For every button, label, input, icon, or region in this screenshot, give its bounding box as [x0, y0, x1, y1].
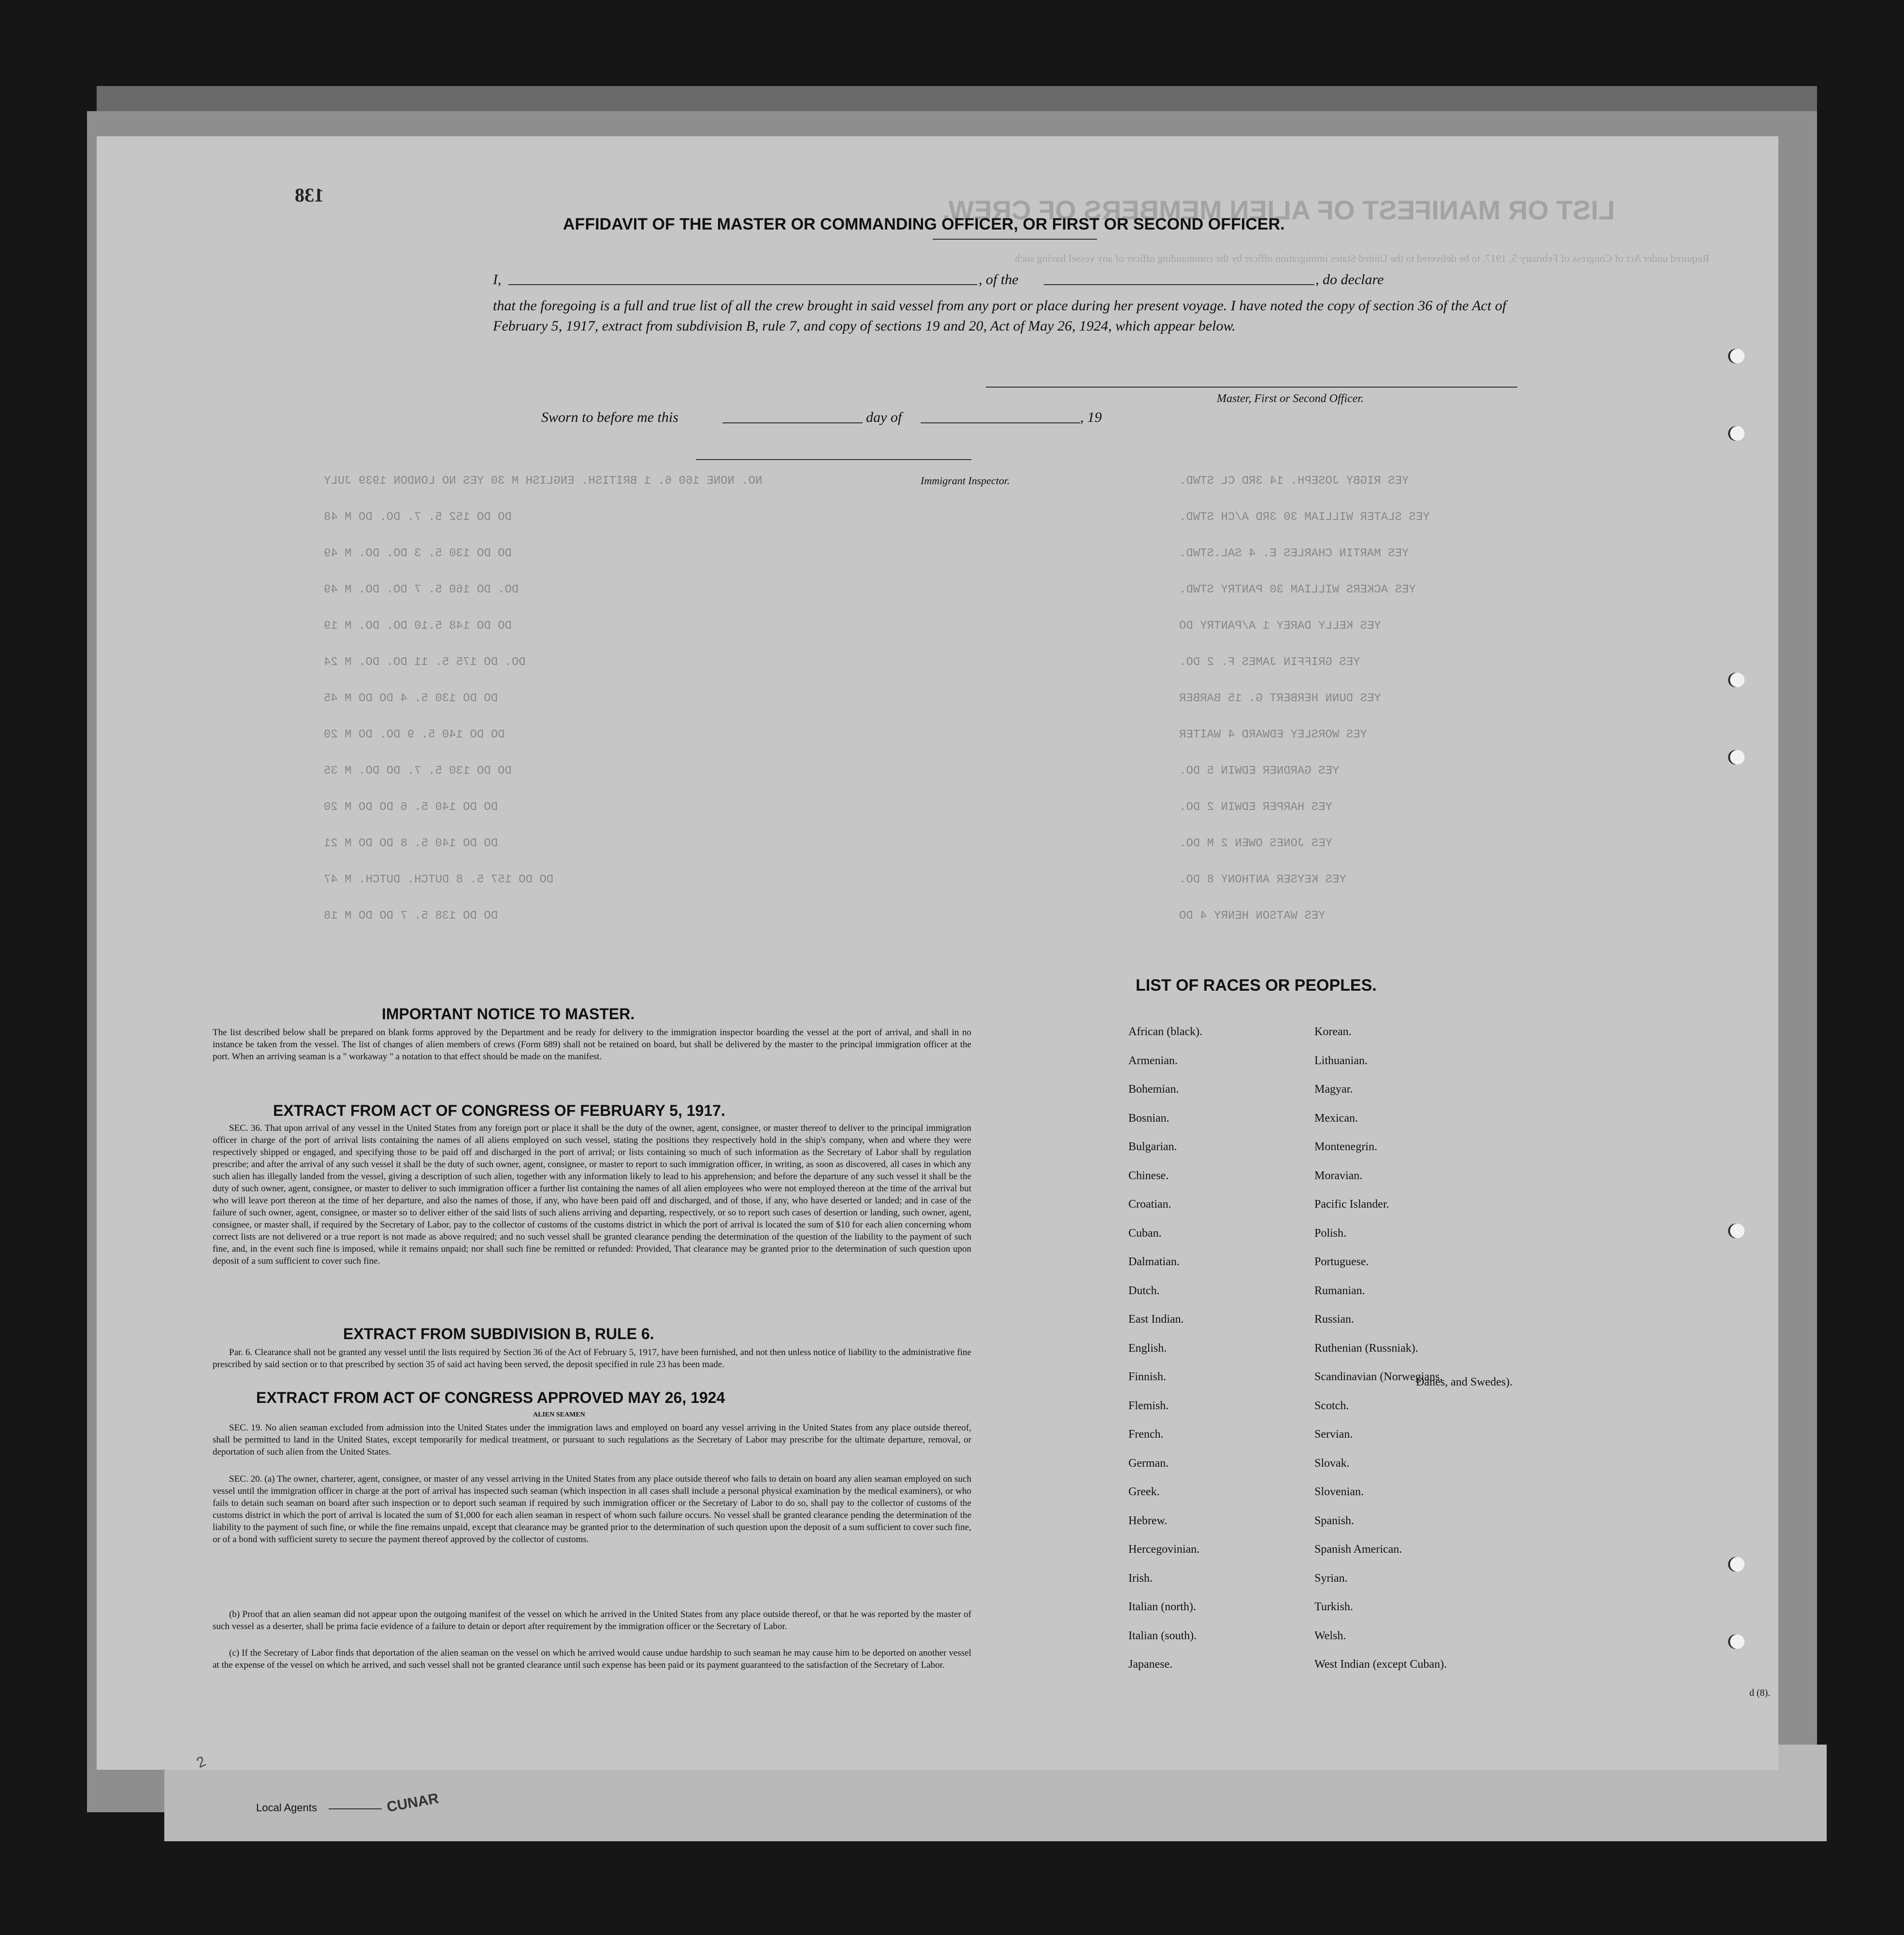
race-item: Magyar. — [1314, 1083, 1353, 1096]
officer-name-line — [508, 284, 977, 285]
bleed-crew-row-right: YES JONES OWEN 2 M DO. — [1179, 837, 1332, 850]
bleed-crew-row-left: DO. DO 175 5. 11 DO. DO. M 24 — [324, 656, 526, 669]
race-item: Spanish American. — [1314, 1543, 1402, 1556]
race-item: Moravian. — [1314, 1170, 1363, 1182]
race-item: Spanish. — [1314, 1515, 1355, 1527]
affidavit-body: that the foregoing is a full and true list of all the crew brought in said vessel from any port or place during her present voyage. I have noted the copy of section 36 of the Act of February 5, 1917, extract from subdivision B, rule 7, and copy of sections 19 and 20, Act of May 26, 1924, which appear below. — [493, 298, 1506, 334]
race-item: Lithuanian. — [1314, 1054, 1368, 1067]
punch-hole — [1730, 750, 1745, 765]
rule6-body: Par. 6. Clearance shall not be granted any vessel until the lists required by Section 36 of the Act of February 5, 1917, have been furnished, and not then unless notice of liability to the administrative fine prescribed by said section or to that prescribed by section 35 of said act having been served, the deposit specified in rule 23 has been made. — [213, 1347, 971, 1370]
sec20c-body: (c) If the Secretary of Labor finds that deportation of the alien seaman on the vessel on which he arrived would cause undue hardship to such seaman he may cause him to be deported on another vessel at the expense of the vessel on which he arrived, and such vessel shall not be granted clearance until such expense has been paid or its payment guaranteed to the satisfaction of the Secretary of Labor. — [213, 1648, 971, 1670]
race-item: Bosnian. — [1128, 1112, 1169, 1125]
punch-hole — [1730, 1224, 1745, 1238]
punch-hole — [1730, 1557, 1745, 1572]
bleed-crew-row-left: DO DO 130 5. 7. DO DO. M 35 — [324, 765, 512, 778]
race-item: Japanese. — [1128, 1658, 1173, 1671]
bleed-crew-row-right: YES WATSON HENRY 4 DO — [1179, 910, 1326, 923]
race-item: Turkish. — [1314, 1601, 1353, 1613]
race-item: Welsh. — [1314, 1630, 1346, 1642]
races-title: LIST OF RACES OR PEOPLES. — [1136, 976, 1377, 995]
race-item: Dalmatian. — [1128, 1256, 1180, 1268]
bleed-crew-row-left: DO DO 140 5. 8 DO DO M 21 — [324, 837, 498, 850]
race-item: Syrian. — [1314, 1572, 1348, 1585]
sworn-month-line — [921, 422, 1080, 423]
bleed-crew-row-right: YES DUNN HERBERT G. 15 BARBER — [1179, 692, 1381, 705]
race-item: Montenegrin. — [1314, 1141, 1377, 1153]
bleed-crew-row-right: YES RIGBY JOSEPH. 14 3RD CL STWD. — [1179, 475, 1409, 488]
sec20a-body: SEC. 20. (a) The owner, charterer, agent, consignee, or master of any vessel arriving in the United States from any place outside thereof who fails to detain on board any alien seaman employed on such vessel until the immigration officer in charge at the port of arrival has inspected such seaman (which inspection in all cases shall include a personal physical examination by the medical examiners), or who fails to detain such seaman on board after such inspection or to deport such seaman if required by such immigration officer or the Secretary of Labor to do so, shall pay to the collector of customs of the customs district in which the port of arrival is located the sum of $1,000 for each alien seaman in respect of whom such failure occurs. No vessel shall be granted clearance pending the determination of the liability to the payment of such fine, or while the fine remains unpaid, except that clearance may be granted prior to the determination of such question upon the deposit of a sum sufficient to cover such fine, or of a bond with sufficient surety to secure the payment thereof approved by the collector of customs. — [213, 1474, 971, 1545]
bleed-crew-row-right: YES MARTIN CHARLES E. 4 SAL.STWD. — [1179, 547, 1409, 560]
affidavit-of-label: , of the — [979, 272, 1019, 288]
bleed-crew-row-right: YES GARDNER EDWIN 5 DO. — [1179, 765, 1340, 778]
master-label: Master, First or Second Officer. — [1217, 392, 1364, 405]
race-item: Greek. — [1128, 1486, 1160, 1498]
local-agents-line — [329, 1808, 382, 1809]
inspector-signature-line — [696, 459, 971, 460]
rule6-title: EXTRACT FROM SUBDIVISION B, RULE 6. — [343, 1325, 654, 1343]
race-item: Mexican. — [1314, 1112, 1358, 1125]
sworn-label: Sworn to before me this — [541, 409, 678, 425]
punch-hole — [1730, 426, 1745, 441]
bleed-crew-row-left: DO DO 140 5. 9 DO. DO M 20 — [324, 728, 505, 741]
page-number: 138 — [295, 184, 324, 206]
sec20b-body: (b) Proof that an alien seaman did not appear upon the outgoing manifest of the vessel on which he arrived in the United States from any place outside thereof, or that he was reported by the master of such vessel as a deserter, shall be prima facie evidence of a failure to detain or deport after requirement by the immigration officer or the Secretary of Labor. — [213, 1609, 971, 1632]
bleed-header-ghost-2: Required under Act of Congress of February 5, 1917, to be delivered to the United States immigration officer by the commanding officer of any vessel having such — [1015, 252, 1710, 264]
race-item: West Indian (except Cuban). — [1314, 1658, 1447, 1671]
race-item: Slovenian. — [1314, 1486, 1364, 1498]
inspector-label: Immigrant Inspector. — [921, 475, 1010, 487]
bleed-crew-row-right: YES KELLY DAREY 1 A/PANTRY DO — [1179, 620, 1381, 633]
race-item: Armenian. — [1128, 1054, 1178, 1067]
bleed-crew-row-right: YES HARPER EDWIN 2 DO. — [1179, 801, 1332, 814]
local-agents-label: Local Agents — [256, 1802, 317, 1814]
bleed-crew-row-left: DO DO 140 5. 6 DO DO M 20 — [324, 801, 498, 814]
race-item: Hebrew. — [1128, 1515, 1168, 1527]
race-item: Bulgarian. — [1128, 1141, 1177, 1153]
race-item: Flemish. — [1128, 1400, 1169, 1412]
bleed-crew-row-right: YES SLATER WILLIAM 30 3RD A/CH STWD. — [1179, 511, 1430, 524]
extract-1917-body: SEC. 36. That upon arrival of any vessel in the United States from any foreign port or place it shall be the duty of the owner, agent, consignee, or master thereof to deliver to the principal immigration officer in charge of the port of arrival lists containing the names of all aliens employed on such vessel, stating the positions they respectively hold in the ship's company, when and where they were respectively shipped or engaged, and specifying those to be paid off and discharged in the port of arrival; or lists containing so much of such information as the Secretary of Labor shall by regulation prescribe; and after the arrival of any such vessel it shall be the duty of such owner, agent, consignee, or master to report to such immigration officer, in writing, as soon as discovered, all cases in which any such alien has illegally landed from the vessel, giving a description of such alien, together with any information likely to lead to his apprehension; and before the departure of any such vessel it shall be the duty of such owner, agent, consignee, or master to deliver to such immigration officer a further list containing the names of all alien employees who were not employed thereon at the time of the arrival but who will leave port thereon at the time of her departure, and also the names of those, if any, who have been paid off and discharged, and of those, if any, who have deserted or landed; and in case of the failure of such owner, agent, consignee, or master so to deliver either of the said lists of such aliens arriving and departing, respectively, or so to report such cases of desertion or landing, such owner, agent, consignee, or master shall, if required by the Secretary of Labor, pay to the collector of customs of the customs district in which the port of arrival is located the sum of $10 for each alien concerning whom correct lists are not delivered or a true report is not made as above required; and no such vessel shall be granted clearance pending the determination of the question of the liability to the payment of such fine, and, in the event such fine is imposed, while it remains unpaid; nor shall such fine be remitted or refunded: Provided, That clearance may be granted prior to the determination of such question upon deposit of a sum sufficient to cover such fine. — [213, 1123, 971, 1266]
race-item: Hercegovinian. — [1128, 1543, 1200, 1556]
notice-title: IMPORTANT NOTICE TO MASTER. — [382, 1005, 635, 1023]
bleed-crew-row-left: DO DO 138 5. 7 DO DO M 18 — [324, 910, 498, 923]
race-item: Russian. — [1314, 1313, 1355, 1326]
race-item: English. — [1128, 1342, 1167, 1355]
race-scandinavian-continued: Danes, and Swedes). — [1416, 1376, 1513, 1388]
heading-rule — [933, 239, 1097, 240]
bleed-crew-row-left: DO DO 130 5. 4 DO DO M 45 — [324, 692, 498, 705]
race-item: German. — [1128, 1457, 1169, 1470]
bleed-crew-row-right: YES WORSLEY EDWARD 4 WAITER — [1179, 728, 1367, 741]
sec19-body: SEC. 19. No alien seaman excluded from admission into the United States under the immigration laws and employed on board any vessel arriving in the United States from any place outside thereof, shall be permitted to land in the United States, except temporarily for medical treatment, or pursuant to such regulations as the Secretary of Labor may prescribe for the ultimate departure, removal, or deportation of such alien from the United States. — [213, 1423, 971, 1457]
race-item: Italian (south). — [1128, 1630, 1197, 1642]
extract-1924-title: EXTRACT FROM ACT OF CONGRESS APPROVED MAY 26, 1924 — [256, 1389, 725, 1406]
bleed-crew-row-left: NO. NONE 160 6. 1 BRITISH. ENGLISH M 30 YES NO LONDON 1939 JULY — [324, 475, 763, 488]
race-item: Portuguese. — [1314, 1256, 1369, 1268]
bleed-crew-row-right: YES GRIFFIN JAMES F. 2 DO. — [1179, 656, 1360, 669]
form-note: d (8). — [1749, 1688, 1771, 1698]
race-item: East Indian. — [1128, 1313, 1184, 1326]
master-signature-line — [986, 387, 1517, 388]
bleed-crew-row-right: YES KEYSER ANTHONY 8 DO. — [1179, 873, 1346, 886]
bleed-header-ghost: LIST OR MANIFEST OF ALIEN MEMBERS OF CREW. — [942, 195, 1615, 225]
bleed-crew-row-right: YES ACKERS WILLIAM 30 PANTRY STWD. — [1179, 583, 1416, 596]
race-item: Bohemian. — [1128, 1083, 1179, 1096]
bleed-crew-row-left: DO DO 152 5. 7. DO. DO M 48 — [324, 511, 512, 524]
race-item: Finnish. — [1128, 1371, 1167, 1383]
race-item: Rumanian. — [1314, 1285, 1365, 1297]
bleed-crew-row-left: DO DO 157 5. 8 DUTCH. DUTCH. M 47 — [324, 873, 554, 886]
sworn-day-line — [722, 422, 863, 423]
notice-body: The list described below shall be prepared on blank forms approved by the Department and be ready for delivery to the immigration inspector boarding the vessel at the port of arrival, and shall in no instance be taken from the vessel. The list of changes of alien members of crews (Form 689) shall not be retained on board, but shall be delivered by the master to the principal immigration officer at the port. When an arriving seaman is a " workaway " a notation to that effect should be made on the manifest. — [213, 1027, 971, 1062]
race-item: Korean. — [1314, 1025, 1352, 1038]
race-item: Servian. — [1314, 1428, 1353, 1441]
punch-hole — [1730, 1634, 1745, 1649]
agent-stamp: CUNAR — [385, 1790, 440, 1816]
extract-1917-title: EXTRACT FROM ACT OF CONGRESS OF FEBRUARY 5, 1917. — [273, 1102, 725, 1119]
affidavit-i-label: I, — [493, 272, 502, 288]
extract-1924-subtitle: ALIEN SEAMEN — [533, 1411, 585, 1418]
race-item: Pacific Islander. — [1314, 1198, 1389, 1211]
vessel-name-line — [1044, 284, 1314, 285]
punch-hole — [1730, 349, 1745, 363]
bleed-crew-row-left: DO DO 130 5. 3 DO. DO. M 49 — [324, 547, 512, 560]
affidavit-declare-label: , do declare — [1315, 272, 1384, 288]
race-item: Ruthenian (Russniak). — [1314, 1342, 1418, 1355]
race-item: Scotch. — [1314, 1400, 1349, 1412]
race-item: Slovak. — [1314, 1457, 1350, 1470]
document-page — [97, 136, 1778, 1770]
race-item: Irish. — [1128, 1572, 1153, 1585]
race-item: Chinese. — [1128, 1170, 1169, 1182]
race-item: African (black). — [1128, 1025, 1203, 1038]
race-item: Polish. — [1314, 1227, 1347, 1240]
race-item: Scandinavian (Norwegians, — [1314, 1371, 1443, 1383]
punch-hole — [1730, 673, 1745, 687]
day-of-label: day of — [866, 409, 902, 425]
race-item: Italian (north). — [1128, 1601, 1196, 1613]
bleed-crew-row-left: DO. DO 160 5. 7 DO. DO. M 49 — [324, 583, 519, 596]
affidavit-heading: AFFIDAVIT OF THE MASTER OR COMMANDING OFFICER, OR FIRST OR SECOND OFFICER. — [563, 215, 1285, 233]
race-item: Cuban. — [1128, 1227, 1162, 1240]
corner-mark: 2 — [194, 1753, 208, 1772]
bleed-crew-row-left: DO DO 148 5.10 DO. DO. M 19 — [324, 620, 512, 633]
year-label: , 19 — [1080, 409, 1102, 425]
race-item: Dutch. — [1128, 1285, 1160, 1297]
race-item: Croatian. — [1128, 1198, 1171, 1211]
race-item: French. — [1128, 1428, 1164, 1441]
